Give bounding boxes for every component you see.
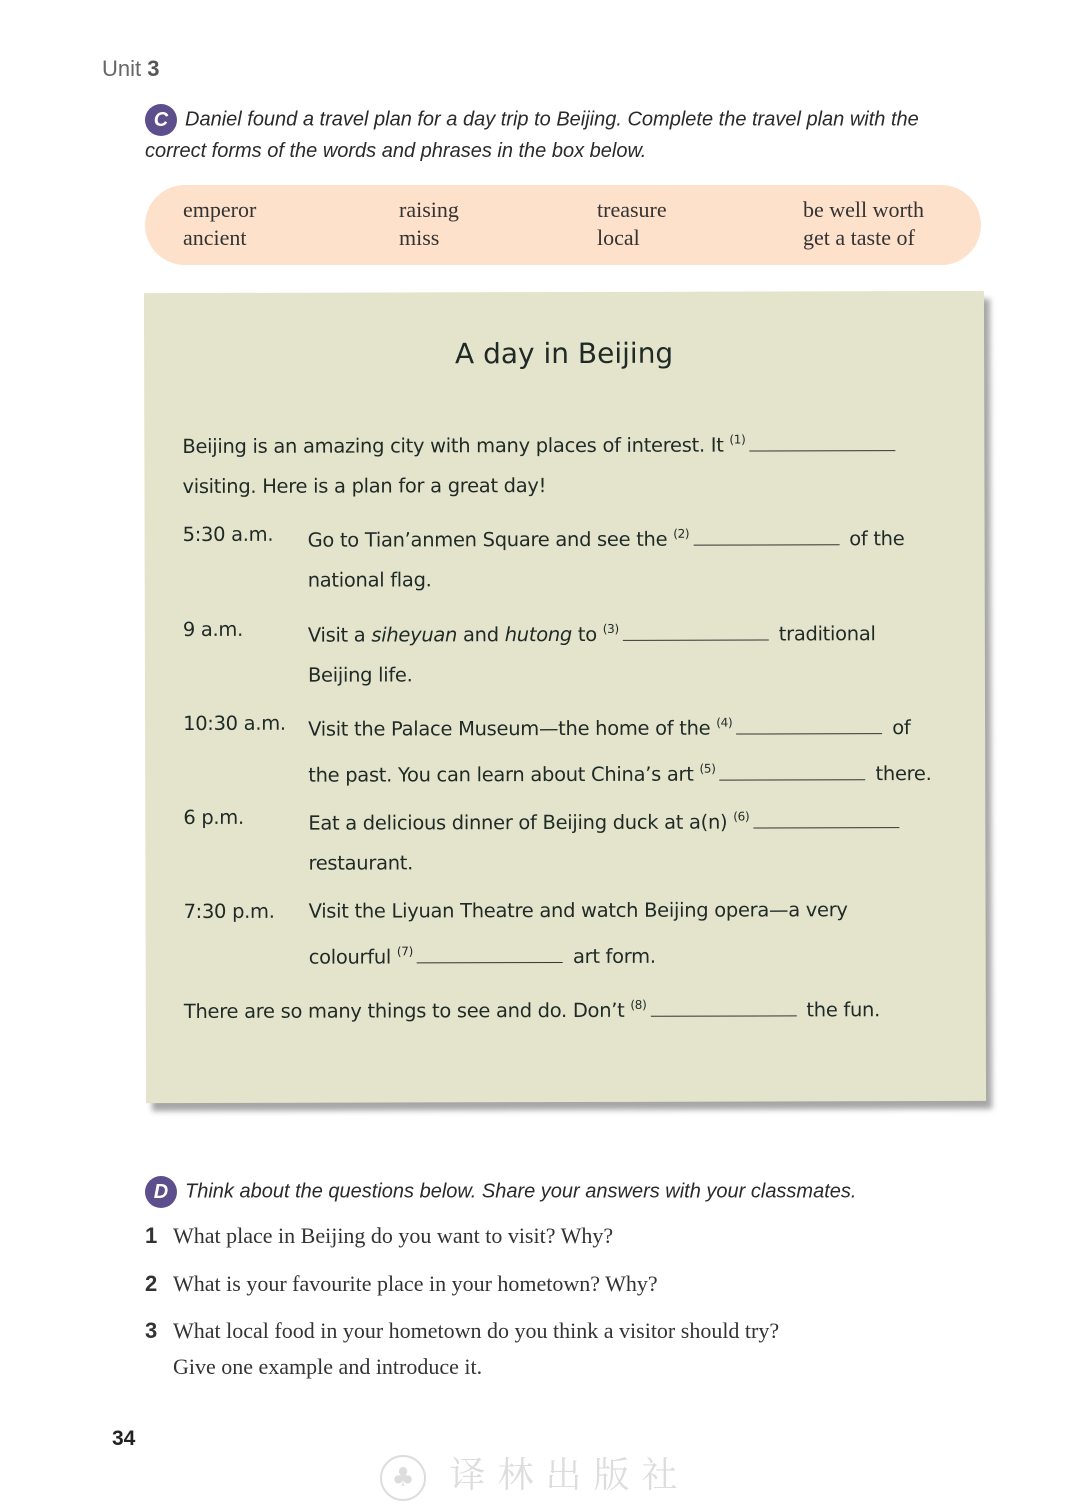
word: be well worth [803, 197, 924, 222]
text: Beijing life. [307, 663, 413, 687]
text: visiting. Here is a plan for a great day! [182, 474, 547, 499]
text: to [577, 622, 597, 646]
time-label: 9 a.m. [182, 617, 244, 642]
text: Visit the Palace Museum—the home of the [308, 716, 711, 741]
text: Go to Tian’anmen Square and see the [307, 527, 668, 552]
question [145, 1218, 613, 1254]
section-badge-d: D [145, 1176, 177, 1208]
text: art form. [572, 944, 656, 968]
text: Unit [102, 56, 142, 81]
tree-logo-icon: ♣ [380, 1455, 426, 1501]
text: Beijing is an amazing city with many places of interest. It [182, 433, 724, 459]
section-c-instruction [145, 104, 985, 167]
time-label: 10:30 a.m. [183, 711, 286, 735]
text: siheyuan [371, 623, 458, 647]
text: What is your favourite place in your hometown? Why? [173, 1271, 658, 1296]
text: (4) [716, 715, 733, 730]
blank-4[interactable] [736, 714, 882, 734]
text: traditional [778, 622, 876, 646]
text: of the [849, 527, 905, 551]
question [145, 1266, 658, 1302]
text: (8) [630, 997, 647, 1012]
word: emperor [183, 197, 257, 222]
text: (7) [396, 944, 414, 959]
word: ancient [183, 225, 247, 250]
question [145, 1313, 779, 1385]
blank-2[interactable] [693, 525, 839, 545]
text: 3 [145, 1318, 158, 1343]
blank-7[interactable] [417, 943, 563, 963]
text: colourful [308, 945, 392, 969]
text: (2) [673, 526, 690, 541]
text: What local food in your hometown do you think a visitor should try? [173, 1318, 780, 1343]
blank-6[interactable] [753, 808, 899, 828]
text: There are so many things to see and do. Don’t [183, 998, 625, 1023]
plan-item [308, 513, 968, 601]
text: there. [875, 762, 932, 786]
section-d-instruction [145, 1176, 856, 1208]
word: get a taste of [803, 225, 915, 250]
publisher-watermark [380, 1447, 689, 1501]
blank-8[interactable] [650, 996, 796, 1016]
time-label: 6 p.m. [183, 805, 244, 829]
text: Eat a delicious dinner of Beijing duck at a(n) [308, 810, 728, 835]
plan-item [309, 890, 969, 978]
plan-item [308, 702, 988, 796]
text: Daniel found a travel plan for a day trip to Beijing. Complete the travel plan with the correct forms of the words and phrases in the box below. [145, 108, 919, 162]
blank-3[interactable] [623, 620, 769, 640]
text: and [462, 623, 499, 647]
word: treasure [597, 197, 667, 222]
word-box [145, 185, 981, 265]
word: local [597, 225, 640, 250]
text: national flag. [307, 568, 432, 592]
page-number: 34 [112, 1427, 136, 1450]
word: miss [399, 225, 440, 250]
text: (3) [602, 621, 619, 636]
text: 1 [145, 1223, 158, 1248]
plan-item [308, 608, 968, 696]
unit-label [102, 56, 160, 82]
text: (1) [729, 432, 746, 447]
plan-title: A day in Beijing [454, 336, 674, 371]
text: 2 [145, 1271, 158, 1296]
text: 译林出版社 [449, 1455, 690, 1496]
text: hutong [504, 622, 572, 647]
time-label: 7:30 p.m. [183, 899, 275, 923]
text: Visit a [307, 623, 366, 647]
time-label: 5:30 a.m. [182, 522, 274, 547]
text: (6) [733, 809, 750, 824]
travel-plan-paper [144, 291, 986, 1103]
blank-1[interactable] [750, 431, 896, 451]
word: raising [399, 197, 459, 222]
text: (5) [699, 761, 716, 776]
text: restaurant. [308, 851, 414, 875]
text: 3 [147, 56, 160, 81]
text: Give one example and introduce it. [173, 1354, 483, 1379]
text: the past. You can learn about China’s art [308, 762, 694, 787]
plan-outro [184, 984, 964, 1032]
text: Visit the Liyuan Theatre and watch Beijing opera—a very [308, 898, 848, 923]
text: Think about the questions below. Share your answers with your classmates. [185, 1180, 857, 1203]
text: What place in Beijing do you want to visit? Why? [173, 1223, 614, 1248]
plan-item [308, 796, 968, 884]
plan-intro [182, 419, 962, 507]
section-badge-c: C [145, 104, 177, 136]
text: the fun. [806, 998, 881, 1022]
text: of [892, 716, 911, 740]
blank-5[interactable] [720, 760, 866, 780]
